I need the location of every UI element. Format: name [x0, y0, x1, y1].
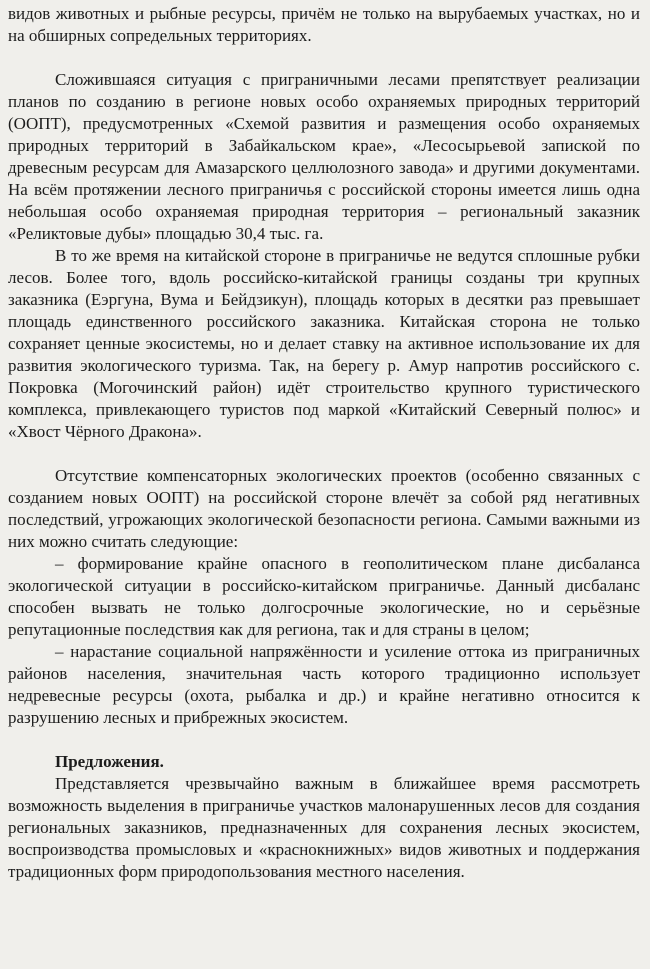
- paragraph: Отсутствие компенсаторных экологических проектов (особенно связанных с созданием новых ООПТ) на российской стороне влечёт за собой ряд негативных последствий, угрожающих экологической безопасности региона. Самыми важными из них можно считать следующие:: [8, 466, 640, 551]
- paragraph: Сложившаяся ситуация с приграничными лесами препятствует реализации планов по созданию в регионе новых особо охраняемых природных территорий (ООПТ), предусмотренных «Схемой развития и размещения особо охраняемых природных территорий в Забайкальском крае», «Лесосырьевой запиской по древесным ресурсам для Амазарского целлюлозного завода» и другими документами. На всём протяжении лесного приграничья с российской стороны имеется лишь одна небольшая особо охраняемая природная территория – региональный заказник «Реликтовые дубы» площадью 30,4 тыс. га.: [8, 70, 640, 243]
- paragraph: В то же время на китайской стороне в приграничье не ведутся сплошные рубки лесов. Более того, вдоль российско-китайской границы созданы три крупных заказника (Еэргуна, Вума и Бейдзикун), площадь которых в десятки раз превышает площадь единственного российского заказника. Китайская сторона не только сохраняет ценные экосистемы, но и делает ставку на активное использование их для развития экологического туризма. Так, на берегу р. Амур напротив российского с. Покровка (Могочинский район) идёт строительство крупного туристического комплекса, привлекающего туристов под маркой «Китайский Северный полюс» и «Хвост Чёрного Дракона».: [8, 246, 640, 441]
- paragraph: Представляется чрезвычайно важным в ближайшее время рассмотреть возможность выделения в приграничье участков малонарушенных лесов для создания региональных заказников, предназначенных для сохранения лесных экосистем, воспроизводства промысловых и «краснокнижных» видов животных и поддержания традиционных форм природопользования местного населения.: [8, 774, 640, 881]
- bullet-item: – нарастание социальной напряжённости и усиление оттока из приграничных районов населения, значительная часть которого традиционно использует недревесные ресурсы (охота, рыбалка и др.) и крайне негативно относится к разрушению лесных и прибрежных экосистем.: [8, 642, 640, 727]
- bullet-item: – формирование крайне опасного в геополитическом плане дисбаланса экологической ситуации в российско-китайском приграничье. Данный дисбаланс способен вызвать не только долгосрочные экологические, но и серьёзные репутационные последствия как для региона, так и для страны в целом;: [8, 554, 640, 639]
- section-heading: Предложения.: [55, 752, 164, 771]
- paragraph-continuation: видов животных и рыбные ресурсы, причём не только на вырубаемых участках, но и на обширных сопредельных территориях.: [8, 4, 640, 45]
